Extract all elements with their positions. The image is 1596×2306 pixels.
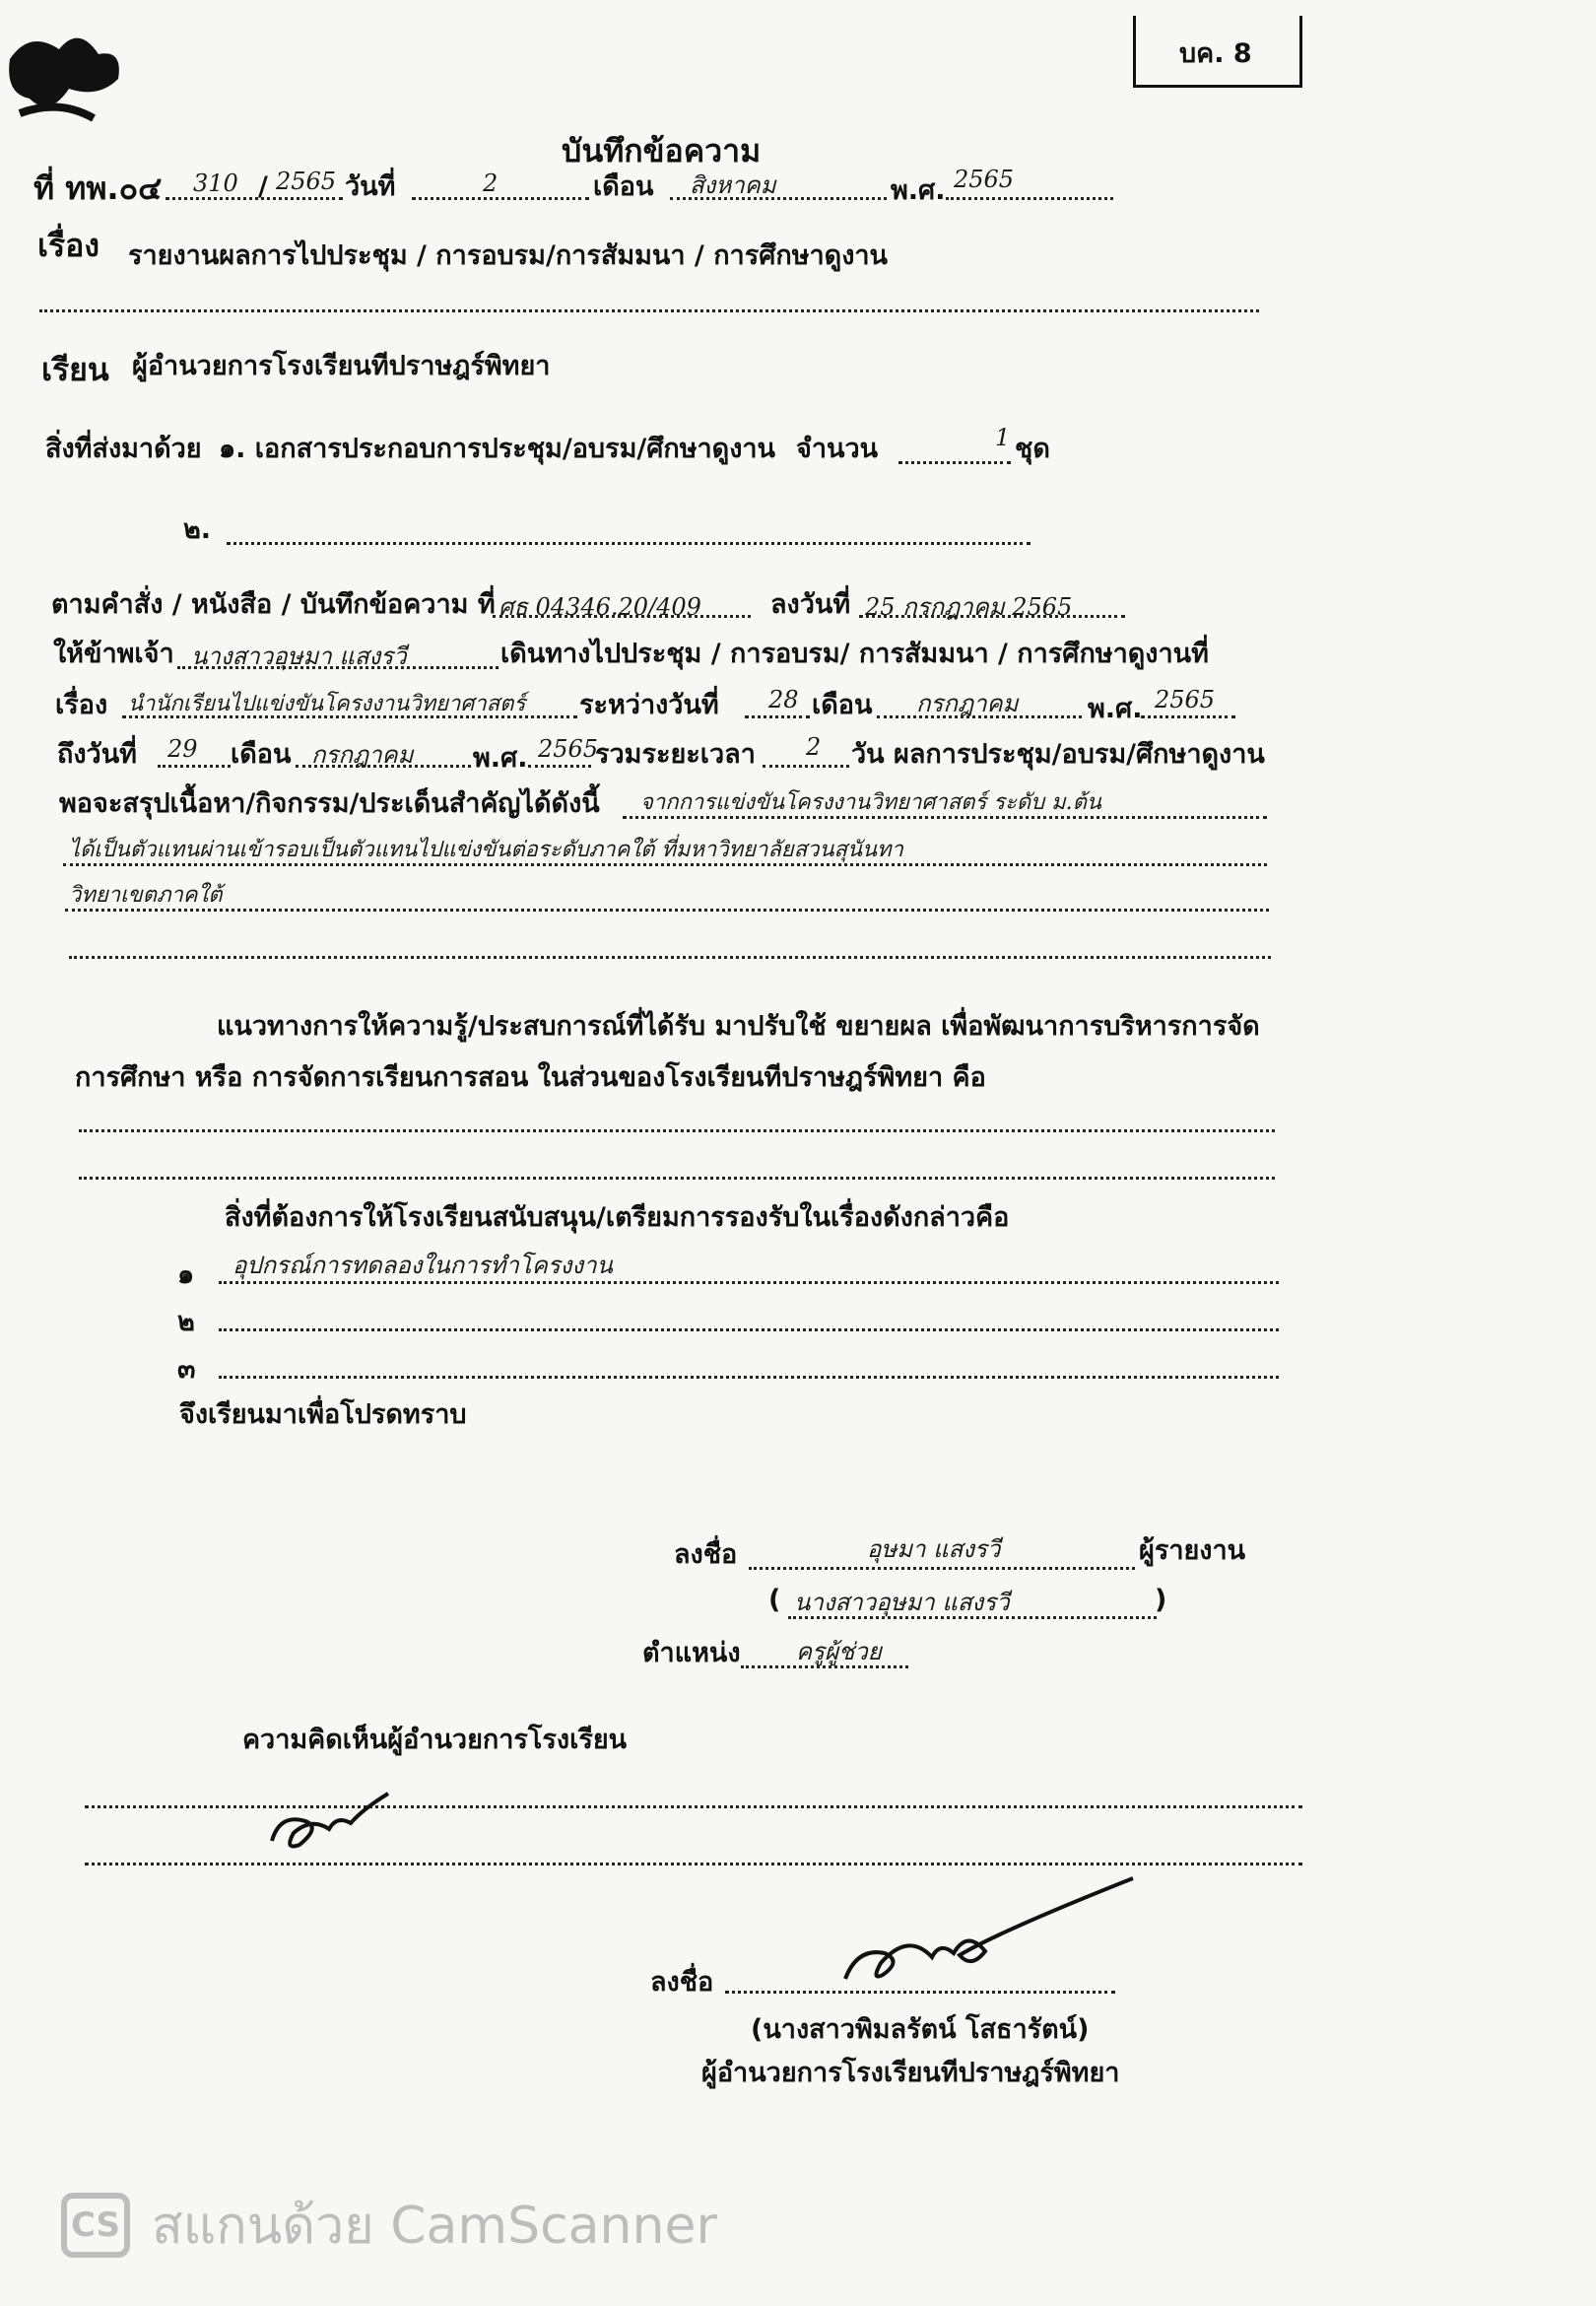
guideline-line-2: การศึกษา หรือ การจัดการเรียนการสอน ในส่วนของโรงเรียนทีปราษฎร์พิทยา คือ bbox=[75, 1062, 986, 1093]
form-code: บค. 8 bbox=[1179, 38, 1252, 69]
camscanner-logo-icon: CS bbox=[61, 2193, 130, 2258]
start-year-line bbox=[1141, 715, 1235, 718]
assign-person-value: นางสาวอุษมา แสงรวี bbox=[191, 643, 407, 670]
order-label: ตามคำสั่ง / หนังสือ / บันทึกข้อความ ที่ bbox=[51, 589, 496, 620]
to-text: ผู้อำนวยการโรงเรียนทีปราษฎร์พิทยา bbox=[132, 351, 551, 381]
support-line-2 bbox=[219, 1328, 1279, 1331]
enclosure-item-2: ๒. bbox=[183, 514, 212, 545]
support-heading: สิ่งที่ต้องการให้โรงเรียนสนับสนุน/เตรียมการรองรับในเรื่องดังกล่าวคือ bbox=[225, 1202, 1010, 1233]
guideline-blank-1 bbox=[79, 1129, 1275, 1132]
garuda-emblem-icon bbox=[0, 20, 138, 138]
reporter-close-paren: ) bbox=[1155, 1585, 1167, 1615]
enclosure-item-1: ๑. เอกสารประกอบการประชุม/อบรม/ศึกษาดูงาน bbox=[219, 434, 776, 464]
summary-line-4 bbox=[69, 956, 1271, 959]
end-month-value: กรกฎาคม bbox=[311, 741, 414, 769]
start-year-value: 2565 bbox=[1155, 686, 1216, 713]
topic-label: เรื่อง bbox=[55, 690, 108, 720]
form-code-box bbox=[1133, 16, 1302, 88]
reporter-position: ครูผู้ช่วย bbox=[796, 1638, 882, 1665]
end-month-label: เดือน bbox=[231, 739, 292, 770]
closing-text: จึงเรียนมาเพื่อโปรดทราบ bbox=[179, 1399, 467, 1430]
director-opinion-label: ความคิดเห็นผู้อำนวยการโรงเรียน bbox=[242, 1725, 628, 1755]
end-day-value: 29 bbox=[167, 735, 198, 763]
assign-label: ให้ข้าพเจ้า bbox=[53, 639, 174, 669]
support-num-3: ๓ bbox=[177, 1354, 196, 1385]
director-sign-line bbox=[725, 1991, 1115, 1994]
date-label: วันที่ bbox=[345, 171, 396, 202]
director-initial-signature bbox=[260, 1780, 398, 1859]
reporter-open-paren: ( bbox=[768, 1585, 781, 1615]
guideline-line-1: แนวทางการให้ความรู้/ประสบการณ์ที่ได้รับ มาปรับใช้ ขยายผล เพื่อพัฒนาการบริหารการจัด bbox=[217, 1011, 1260, 1042]
document-title: บันทึกข้อความ bbox=[562, 132, 762, 170]
camscanner-text: สแกนด้วย CamScanner bbox=[152, 2197, 717, 2256]
duration-line bbox=[763, 765, 849, 768]
subject-line-2 bbox=[39, 309, 1259, 312]
order-date-label: ลงวันที่ bbox=[770, 589, 851, 620]
director-sign-label: ลงชื่อ bbox=[650, 1967, 714, 1998]
reporter-signature: อุษมา แสงรวี bbox=[867, 1535, 1001, 1563]
doc-number-value: 310 bbox=[193, 170, 238, 197]
enclosure-qty-label: จำนวน bbox=[796, 434, 879, 464]
director-title: ผู้อำนวยการโรงเรียนทีปราษฎร์พิทยา bbox=[701, 2058, 1120, 2088]
reporter-name: นางสาวอุษมา แสงรวี bbox=[794, 1589, 1010, 1616]
enclosure-qty-value: 1 bbox=[995, 424, 1011, 451]
month-value: สิงหาคม bbox=[690, 171, 776, 199]
start-year-label: พ.ศ. bbox=[1088, 694, 1143, 724]
support-num-2: ๒ bbox=[177, 1307, 195, 1337]
year-label: พ.ศ. bbox=[891, 175, 946, 206]
subject-label: เรื่อง bbox=[37, 227, 100, 264]
start-month-label: เดือน bbox=[812, 690, 873, 720]
topic-value: นำนักเรียนไปแข่งขันโครงงานวิทยาศาสตร์ bbox=[128, 692, 526, 716]
reporter-sign-label: ลงชื่อ bbox=[674, 1539, 738, 1570]
enclosure-unit: ชุด bbox=[1015, 434, 1050, 464]
reporter-role: ผู้รายงาน bbox=[1139, 1535, 1246, 1566]
support-item-1: อุปกรณ์การทดลองในการทำโครงงาน bbox=[233, 1252, 613, 1279]
month-label: เดือน bbox=[593, 171, 654, 202]
camscanner-watermark bbox=[61, 2184, 717, 2266]
enclosure-qty-line bbox=[898, 461, 1011, 464]
year-line bbox=[946, 197, 1113, 200]
duration-label: รวมระยะเวลา bbox=[595, 739, 756, 770]
order-no-value: ศธ 04346.20/409 bbox=[499, 593, 701, 621]
end-year-value: 2565 bbox=[538, 735, 599, 763]
subject-text: รายงานผลการไปประชุม / การอบรม/การสัมมนา / การศึกษาดูงาน bbox=[128, 240, 888, 271]
director-name: (นางสาวพิมลรัตน์ โสธารัตน์) bbox=[751, 2014, 1090, 2045]
summary-line-1-text: จากการแข่งขันโครงงานวิทยาศาสตร์ ระดับ ม.ต้น bbox=[640, 790, 1101, 815]
summary-line-3 bbox=[65, 909, 1269, 912]
enclosure-label: สิ่งที่ส่งมาด้วย bbox=[45, 434, 202, 464]
duration-unit-text: วัน ผลการประชุม/อบรม/ศึกษาดูงาน bbox=[851, 739, 1265, 770]
summary-label: พอจะสรุปเนื้อหา/กิจกรรม/ประเด็นสำคัญได้ดังนี้ bbox=[59, 788, 600, 819]
summary-line-2-text: ได้เป็นตัวแทนผ่านเข้ารอบเป็นตัวแทนไปแข่งขันต่อระดับภาคใต้ ที่มหาวิทยาลัยสวนสุนันทา bbox=[69, 838, 903, 862]
start-day-line bbox=[745, 715, 810, 718]
order-date-value: 25 กรกฎาคม 2565 bbox=[865, 593, 1073, 621]
year-value: 2565 bbox=[954, 166, 1015, 193]
until-label: ถึงวันที่ bbox=[57, 739, 137, 770]
guideline-blank-2 bbox=[79, 1177, 1275, 1180]
start-month-value: กรกฎาคม bbox=[916, 690, 1019, 717]
director-signature bbox=[837, 1872, 1143, 1991]
doc-number-label: ที่ ทพ.๐๔ bbox=[33, 170, 163, 207]
support-num-1: ๑ bbox=[177, 1259, 195, 1290]
summary-line-3-text: วิทยาเขตภาคใต้ bbox=[69, 883, 223, 908]
start-day-value: 28 bbox=[768, 686, 799, 713]
doc-number-line bbox=[166, 197, 343, 200]
date-line bbox=[412, 197, 589, 200]
enclosure-item-2-line bbox=[227, 542, 1031, 545]
to-label: เรียน bbox=[41, 351, 109, 388]
end-year-label: พ.ศ. bbox=[473, 743, 528, 774]
end-year-line bbox=[528, 765, 591, 768]
end-day-line bbox=[158, 765, 231, 768]
travel-label: เดินทางไปประชุม / การอบรม/ การสัมมนา / การศึกษาดูงานที่ bbox=[500, 639, 1209, 669]
support-line-3 bbox=[219, 1376, 1279, 1379]
director-opinion-line-2 bbox=[85, 1863, 1302, 1865]
reporter-position-label: ตำแหน่ง bbox=[642, 1638, 741, 1668]
doc-year-value: 2565 bbox=[276, 168, 337, 195]
date-day-value: 2 bbox=[483, 170, 499, 197]
slash-separator: / bbox=[258, 171, 268, 202]
duration-value: 2 bbox=[806, 733, 822, 761]
between-label: ระหว่างวันที่ bbox=[579, 690, 719, 720]
